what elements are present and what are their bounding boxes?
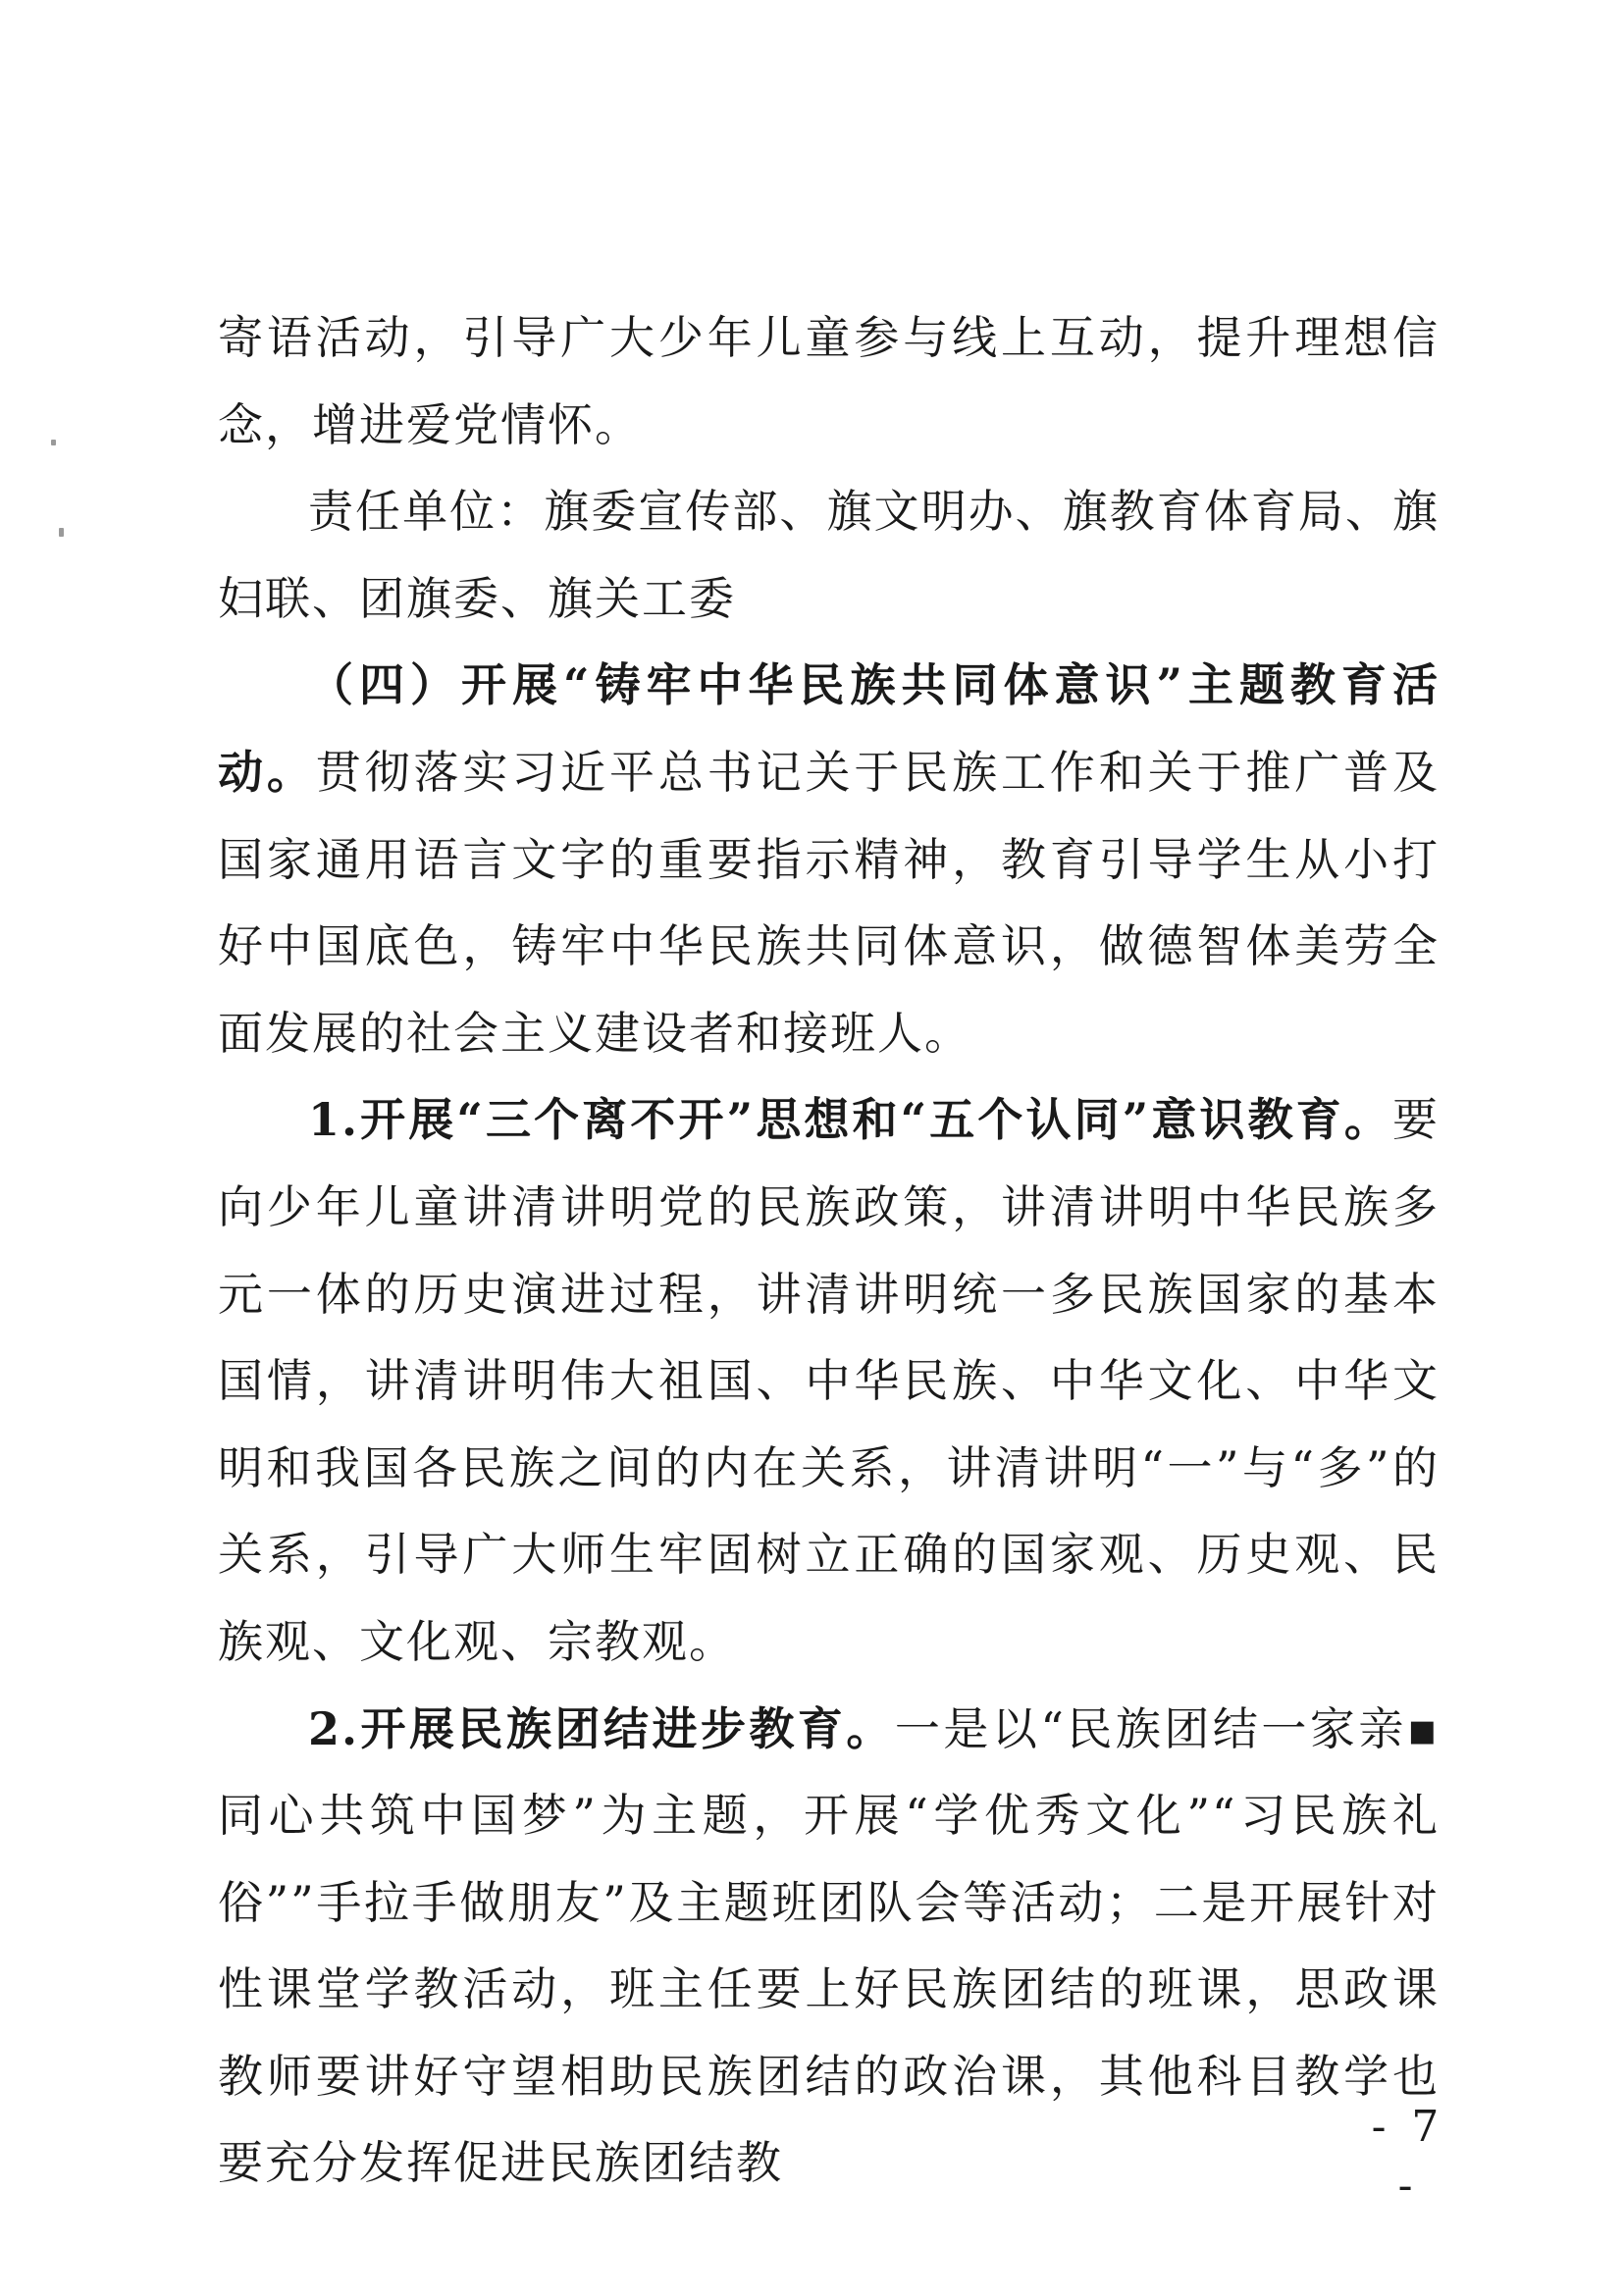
scan-artifact [59,528,64,537]
scan-artifact [51,440,56,445]
item-heading: 2.开展民族团结进步教育。 [308,1701,895,1755]
section-heading: （四）开展“铸牢中华民族共同体意识”主题教育活动。 [218,658,1440,799]
page-number: - 7 - [1371,2102,1445,2211]
item-heading: 1.开展“三个离不开”思想和“五个认同”意识教育。 [308,1093,1392,1147]
paragraph-text: 要向少年儿童讲清讲明党的民族政策，讲清讲明中华民族多元一体的历史演进过程，讲清讲明统一多民族国家的基本国情，讲清讲明伟大祖国、中华民族、中华文化、中华文明和我国各民族之间的内在关系，讲清讲明“一”与“多”的关系，引导广大师生牢固树立正确的国家观、历史观、民族观、文化观、宗教观。 [218,1093,1440,1668]
paragraph-responsible-units [218,468,1440,642]
paragraph-activity-message [218,294,1440,468]
paragraph-item-one [218,1076,1440,1685]
document-body [218,294,1440,2207]
paragraph-text: 贯彻落实习近平总书记关于民族工作和关于推广普及国家通用语言文字的重要指示精神，教育引导学生从小打好中国底色，铸牢中华民族共同体意识，做德智体美劳全面发展的社会主义建设者和接班人。 [218,745,1440,1060]
paragraph-item-two [218,1686,1440,2208]
paragraph-section-four [218,642,1440,1076]
paragraph-text: 寄语活动，引导广大少年儿童参与线上互动，提升理想信念，增进爱党情怀。 [218,311,1440,451]
paragraph-text: 责任单位：旗委宣传部、旗文明办、旗教育体育局、旗妇联、团旗委、旗关工委 [218,485,1440,625]
paragraph-text: 一是以“民族团结一家亲▪同心共筑中国梦”为主题，开展“学优秀文化”“习民族礼俗””手拉手做朋友”及主题班团队会等活动；二是开展针对性课堂学教活动，班主任要上好民族团结的班课，思政课教师要讲好守望相助民族团结的政治课，其他科目教学也要充分发挥促进民族团结教 [218,1701,1440,2190]
